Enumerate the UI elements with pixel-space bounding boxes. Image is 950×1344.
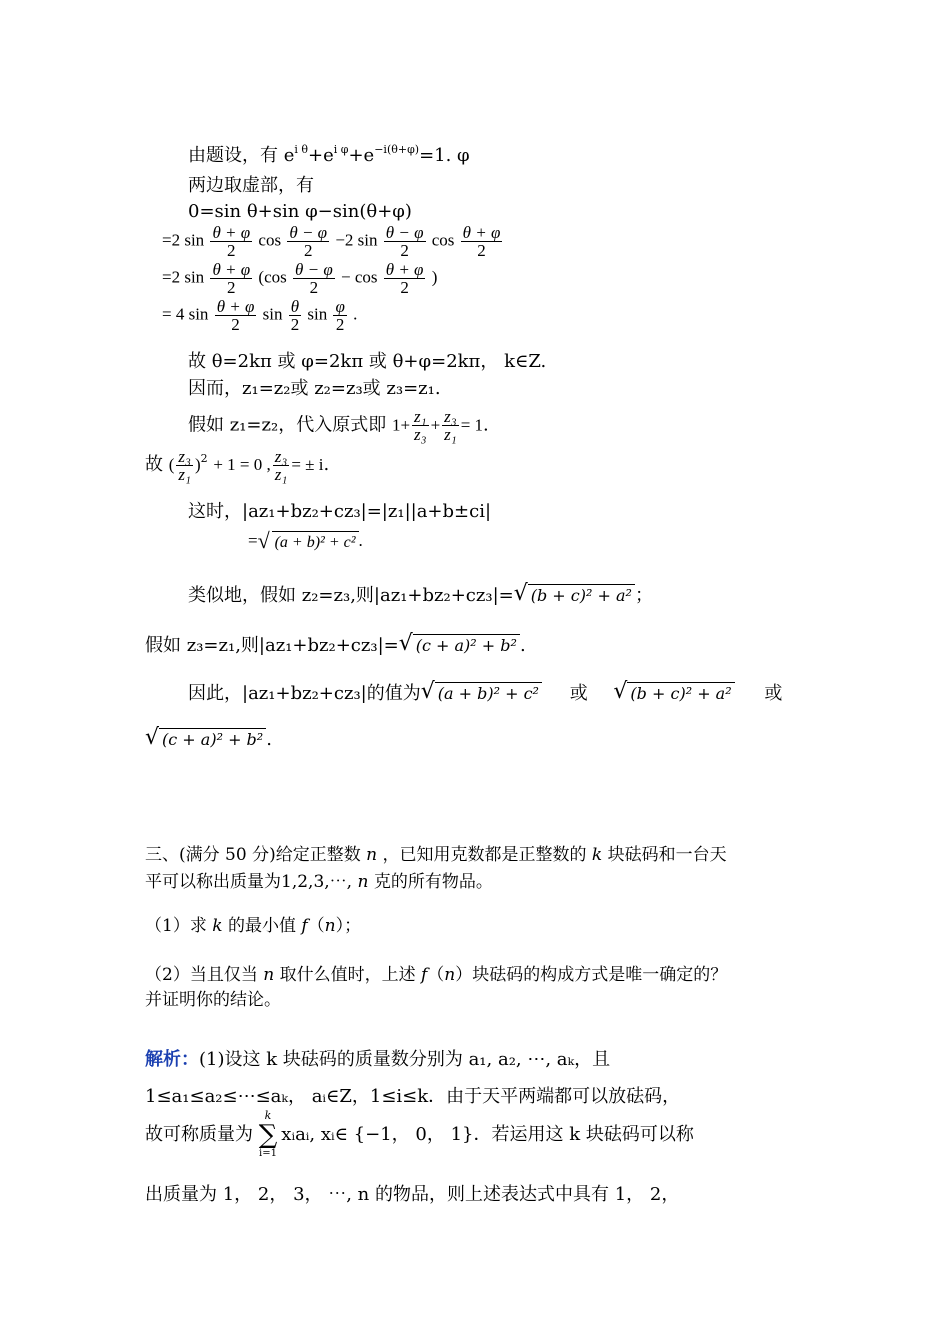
problem-part-2: （2）当且仅当 n 取什么值时，上述 f（n）块砝码的构成方式是唯一确定的？ <box>145 965 728 985</box>
eq-line-9: 假如 z₁=z₂，代入原式即 1+ $\frac{\text{z₁}}{\text{z₃}}$ + $\frac{\text{z₃}}{\text{z₁}}$ = 1. <box>188 407 489 444</box>
eq-text: =2 sin <box>162 267 205 287</box>
square-root: √ (b + c)² + a² <box>613 682 734 706</box>
square-root: √ (b + c)² + a² <box>514 584 635 608</box>
eq-text: =2 sin <box>162 230 205 250</box>
solution-line-2: 1≤a₁≤a₂≤⋯≤aₖ， aᵢ∈Z，1≤i≤k．由于天平两端都可以放砝码， <box>145 1086 681 1107</box>
fraction: $\frac{\text{z₁}}{\text{z₃}}$ <box>414 407 427 444</box>
text-line: 因而，z₁=z₂或 z₂=z₃或 z₃=z₁. <box>188 378 441 399</box>
eq-line-15: √ (c + a)² + b² . <box>145 725 272 750</box>
fraction: $\frac{\theta + \varphi}{2}$ <box>216 297 255 334</box>
eq-text: (cos <box>258 267 287 287</box>
eq-text: . <box>353 304 358 324</box>
solution-line-4: 出质量为 1， 2， 3， ⋯, n 的物品，则上述表达式中具有 1， 2， <box>145 1184 680 1205</box>
square-root: √ (a + b)² + c² <box>421 682 542 706</box>
fraction: $\frac{\theta + \varphi}{2}$ <box>212 223 251 260</box>
eq-line-4 <box>162 224 504 259</box>
solution-line-3: 故可称质量为 k ∑ i=1 xᵢaᵢ, xᵢ∈ {−1， 0， 1}．若运用这 k 块砝码可以称 <box>145 1109 694 1159</box>
eq-text: cos <box>431 230 455 250</box>
eq-line-5 <box>162 261 437 296</box>
eq-text: cos <box>258 230 282 250</box>
eq-text: −2 sin <box>335 230 378 250</box>
fraction: $\frac{\text{z₃}}{\text{z₁}}$ <box>274 446 288 484</box>
eq-sup: i θ <box>294 143 309 156</box>
eq-line-10: 故 ( $\frac{\text{z₃}}{\text{z₁}}$ )$^2$ + 1 = 0 , $\frac{\text{z₃}}{\text{z₁}}$ = ± i. <box>145 446 330 484</box>
fraction: $\frac{\text{z₃}}{\text{z₁}}$ <box>444 407 457 444</box>
eq-text: 故 <box>145 454 163 475</box>
eq-sup: i φ <box>333 143 349 156</box>
square-root: √ (c + a)² + b² <box>145 728 266 752</box>
eq-line-13: 假如 z₃=z₁,则|az₁+bz₂+cz₃|= √ (c + a)² + b² . <box>145 631 526 656</box>
eq-text: − cos <box>340 267 378 287</box>
summation: k ∑ i=1 <box>258 1109 278 1159</box>
fraction: $\frac{\theta + \varphi}{2}$ <box>385 260 424 297</box>
fraction: $\frac{\theta - \varphi}{2}$ <box>385 223 424 260</box>
eq-text: sin <box>262 304 283 324</box>
fraction: $\frac{\theta - \varphi}{2}$ <box>295 260 333 297</box>
eq-line-6 <box>162 298 357 333</box>
problem-part-1: （1）求 k 的最小值 f（n）； <box>145 916 362 936</box>
problem-line-2: 平可以称出质量为1,2,3,⋯, n 克的所有物品。 <box>145 872 493 892</box>
eq-text: ) <box>431 267 438 287</box>
eq-line-14: 因此，|az₁+bz₂+cz₃|的值为 √ (a + b)² + c² 或 √ (b + c)² + a² 或 <box>188 679 783 704</box>
eq-text: =1. φ <box>419 145 470 166</box>
eq-text: = 4 sin <box>162 304 209 324</box>
eq-line-3: 0=sin θ+sin φ−sin(θ+φ) <box>188 201 412 222</box>
fraction: $\frac{\varphi}{2}$ <box>335 297 345 334</box>
eq-text: 由题设，有 e <box>188 145 295 166</box>
text-line: 两边取虚部，有 <box>188 175 314 196</box>
fraction: $\frac{\theta + \varphi}{2}$ <box>462 223 501 260</box>
fraction: $\frac{\theta}{2}$ <box>290 297 300 334</box>
square-root: √ (c + a)² + b² <box>399 634 520 658</box>
text-line: 故 θ=2kπ 或 φ=2kπ 或 θ+φ=2kπ， k∈Z. <box>188 351 547 372</box>
fraction: $\frac{\theta - \varphi}{2}$ <box>289 223 328 260</box>
text-line: 这时，|az₁+bz₂+cz₃|=|z₁||a+b±ci| <box>188 501 492 522</box>
eq-line-12: 类似地，假如 z₂=z₃,则|az₁+bz₂+cz₃|= √ (b + c)² + a² ； <box>188 581 653 606</box>
eq-text: +e <box>308 145 334 166</box>
eq-text: sin <box>307 304 328 324</box>
eq-text: 假如 z₁=z₂，代入原式即 <box>188 414 387 436</box>
eq-sup: −i(θ+φ) <box>374 143 420 156</box>
eq-text: +e <box>348 145 375 166</box>
solution-line-1: 解析：(1)设这 k 块砝码的质量数分别为 a₁, a₂, ⋯, aₖ，且 <box>145 1049 611 1070</box>
square-root: √ (a + b)² + c² <box>258 531 359 553</box>
fraction: $\frac{\text{z₃}}{\text{z₁}}$ <box>178 446 191 484</box>
problem-part-2-cont: 并证明你的结论。 <box>145 990 281 1010</box>
fraction: $\frac{\theta + \varphi}{2}$ <box>212 260 251 297</box>
solution-label: 解析： <box>145 1049 199 1070</box>
eq-line-1 <box>188 138 470 168</box>
problem-line-1: 三、(满分 50 分)给定正整数 n ，已知用克数都是正整数的 k 块砝码和一台天 <box>145 845 727 865</box>
eq-line-11b: = √ (a + b)² + c² . <box>248 528 363 554</box>
